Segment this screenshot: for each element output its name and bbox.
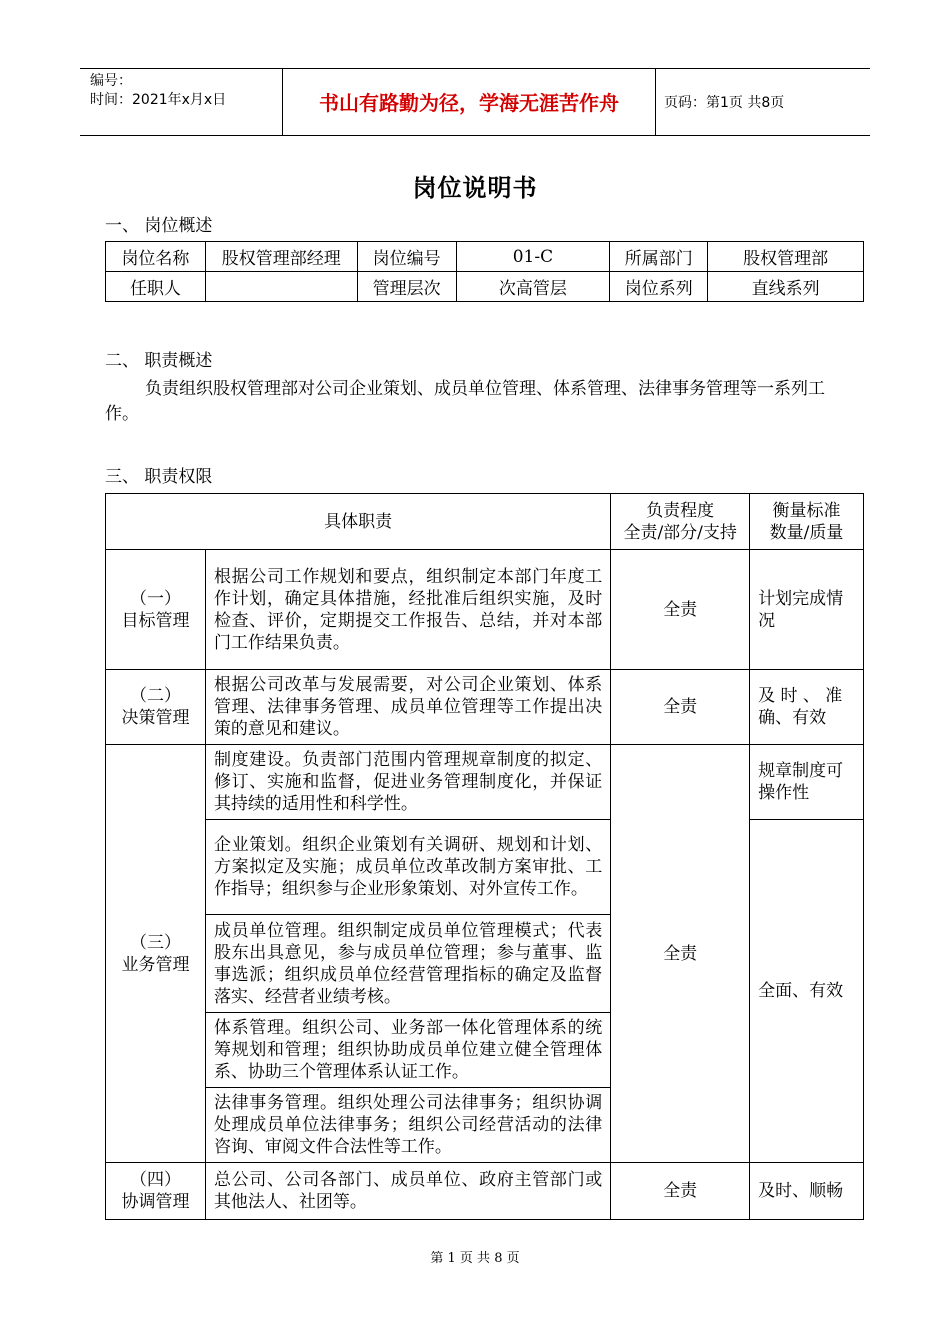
table-cell: 直线系列	[708, 272, 864, 302]
header-duty: 具体职责	[106, 494, 611, 550]
duty-measure: 及 时 、 准确、有效	[750, 670, 864, 745]
duty-degree: 全责	[611, 550, 750, 670]
duty-degree: 全责	[611, 670, 750, 745]
header-page-info: 页码：第1页 共8页	[664, 94, 785, 111]
page-footer: 第 1 页 共 8 页	[430, 1251, 520, 1266]
table-cell: 管理层次	[357, 272, 456, 302]
table-cell: 次高管层	[456, 272, 610, 302]
duty-measure: 规章制度可操作性	[750, 745, 864, 820]
duty-description: 根据公司改革与发展需要，对公司企业策划、体系管理、法律事务管理、成员单位管理等工作提出决策的意见和建议。	[205, 670, 610, 745]
table-row	[106, 550, 864, 670]
duty-description: 制度建设。负责部门范围内管理规章制度的拟定、修订、实施和监督，促进业务管理制度化，并保证其持续的适用性和科学性。	[205, 745, 610, 820]
header-left	[90, 72, 226, 110]
category-number: （三）	[129, 932, 181, 953]
duty-degree: 全责	[611, 745, 750, 1163]
category-number: （二）	[129, 686, 181, 706]
table-header-row	[106, 494, 864, 550]
duties-table	[105, 493, 864, 1220]
duty-description: 总公司、公司各部门、成员单位、政府主管部门或其他法人、社团等。	[205, 1163, 610, 1220]
category-name: 协调管理	[121, 1192, 190, 1212]
duty-description: 成员单位管理。组织制定成员单位管理模式；代表股东出具意见，参与成员单位管理；参与董事、监事选派；组织成员单位经营管理指标的确定及监督落实、经营者业绩考核。	[205, 915, 610, 1013]
duty-category	[106, 670, 206, 745]
duty-description: 体系管理。组织公司、业务部一体化管理体系的统筹规划和管理；组织协助成员单位建立健全管理体系、协助三个管理体系认证工作。	[205, 1013, 610, 1088]
table-row	[106, 670, 864, 745]
duty-measure: 计划完成情况	[750, 550, 864, 670]
duty-description: 法律事务管理。组织处理公司法律事务；组织协调处理成员单位法律事务；组织公司经营活动的法律咨询、审阅文件合法性等工作。	[205, 1088, 610, 1163]
category-number: （一）	[129, 588, 181, 609]
table-row	[106, 272, 864, 302]
document-date: 时间：2021年x月x日	[90, 92, 227, 108]
duty-category	[106, 1163, 206, 1220]
header-bottom-rule	[80, 135, 870, 136]
table-cell: 岗位名称	[106, 242, 206, 272]
header-slogan: 书山有路勤为径，学海无涯苦作舟	[319, 91, 619, 115]
table-cell	[205, 272, 357, 302]
header-measure-line: 衡量标准	[772, 500, 841, 521]
header-degree-line: 负责程度	[646, 500, 715, 521]
category-name: 目标管理	[121, 610, 190, 631]
category-number: （四）	[129, 1170, 181, 1190]
section-heading-overview: 一、 岗位概述	[105, 216, 213, 236]
position-overview-table	[105, 241, 864, 302]
section-heading-duty-summary: 二、 职责概述	[105, 351, 213, 371]
table-row	[106, 242, 864, 272]
table-row	[106, 745, 864, 820]
table-row	[106, 1163, 864, 1220]
duty-description: 企业策划。组织企业策划有关调研、规划和计划、方案拟定及实施；成员单位改革改制方案审批、工作指导；组织参与企业形象策划、对外宣传工作。	[205, 820, 610, 915]
header-divider	[655, 68, 656, 135]
table-cell: 岗位系列	[610, 272, 708, 302]
table-cell: 股权管理部	[708, 242, 864, 272]
document-number-label: 编号：	[90, 73, 132, 89]
duty-measure: 及时、顺畅	[750, 1163, 864, 1220]
duty-category	[106, 745, 206, 1163]
page-title: 岗位说明书	[412, 174, 538, 202]
table-row	[106, 820, 864, 915]
header-degree-line: 全责/部分/支持	[623, 522, 737, 543]
header-measure	[750, 494, 864, 550]
category-name: 业务管理	[121, 954, 190, 975]
category-name: 决策管理	[121, 708, 190, 728]
duty-description: 根据公司工作规划和要点，组织制定本部门年度工作计划，确定具体措施，经批准后组织实施，及时检查、评价，定期提交工作报告、总结，并对本部门工作结果负责。	[205, 550, 610, 670]
section-heading-duties: 三、 职责权限	[105, 467, 213, 487]
table-cell: 岗位编号	[357, 242, 456, 272]
duty-degree: 全责	[611, 1163, 750, 1220]
table-cell: 股权管理部经理	[205, 242, 357, 272]
duty-category	[106, 550, 206, 670]
table-cell: 任职人	[106, 272, 206, 302]
duty-summary-text: 负责组织股权管理部对公司企业策划、成员单位管理、体系管理、法律事务管理等一系列工作。	[105, 379, 825, 424]
table-cell: 所属部门	[610, 242, 708, 272]
header-measure-line: 数量/质量	[769, 522, 844, 543]
duty-measure: 全面、有效	[750, 820, 864, 1163]
header-degree	[611, 494, 750, 550]
table-cell: 01-C	[456, 242, 610, 272]
